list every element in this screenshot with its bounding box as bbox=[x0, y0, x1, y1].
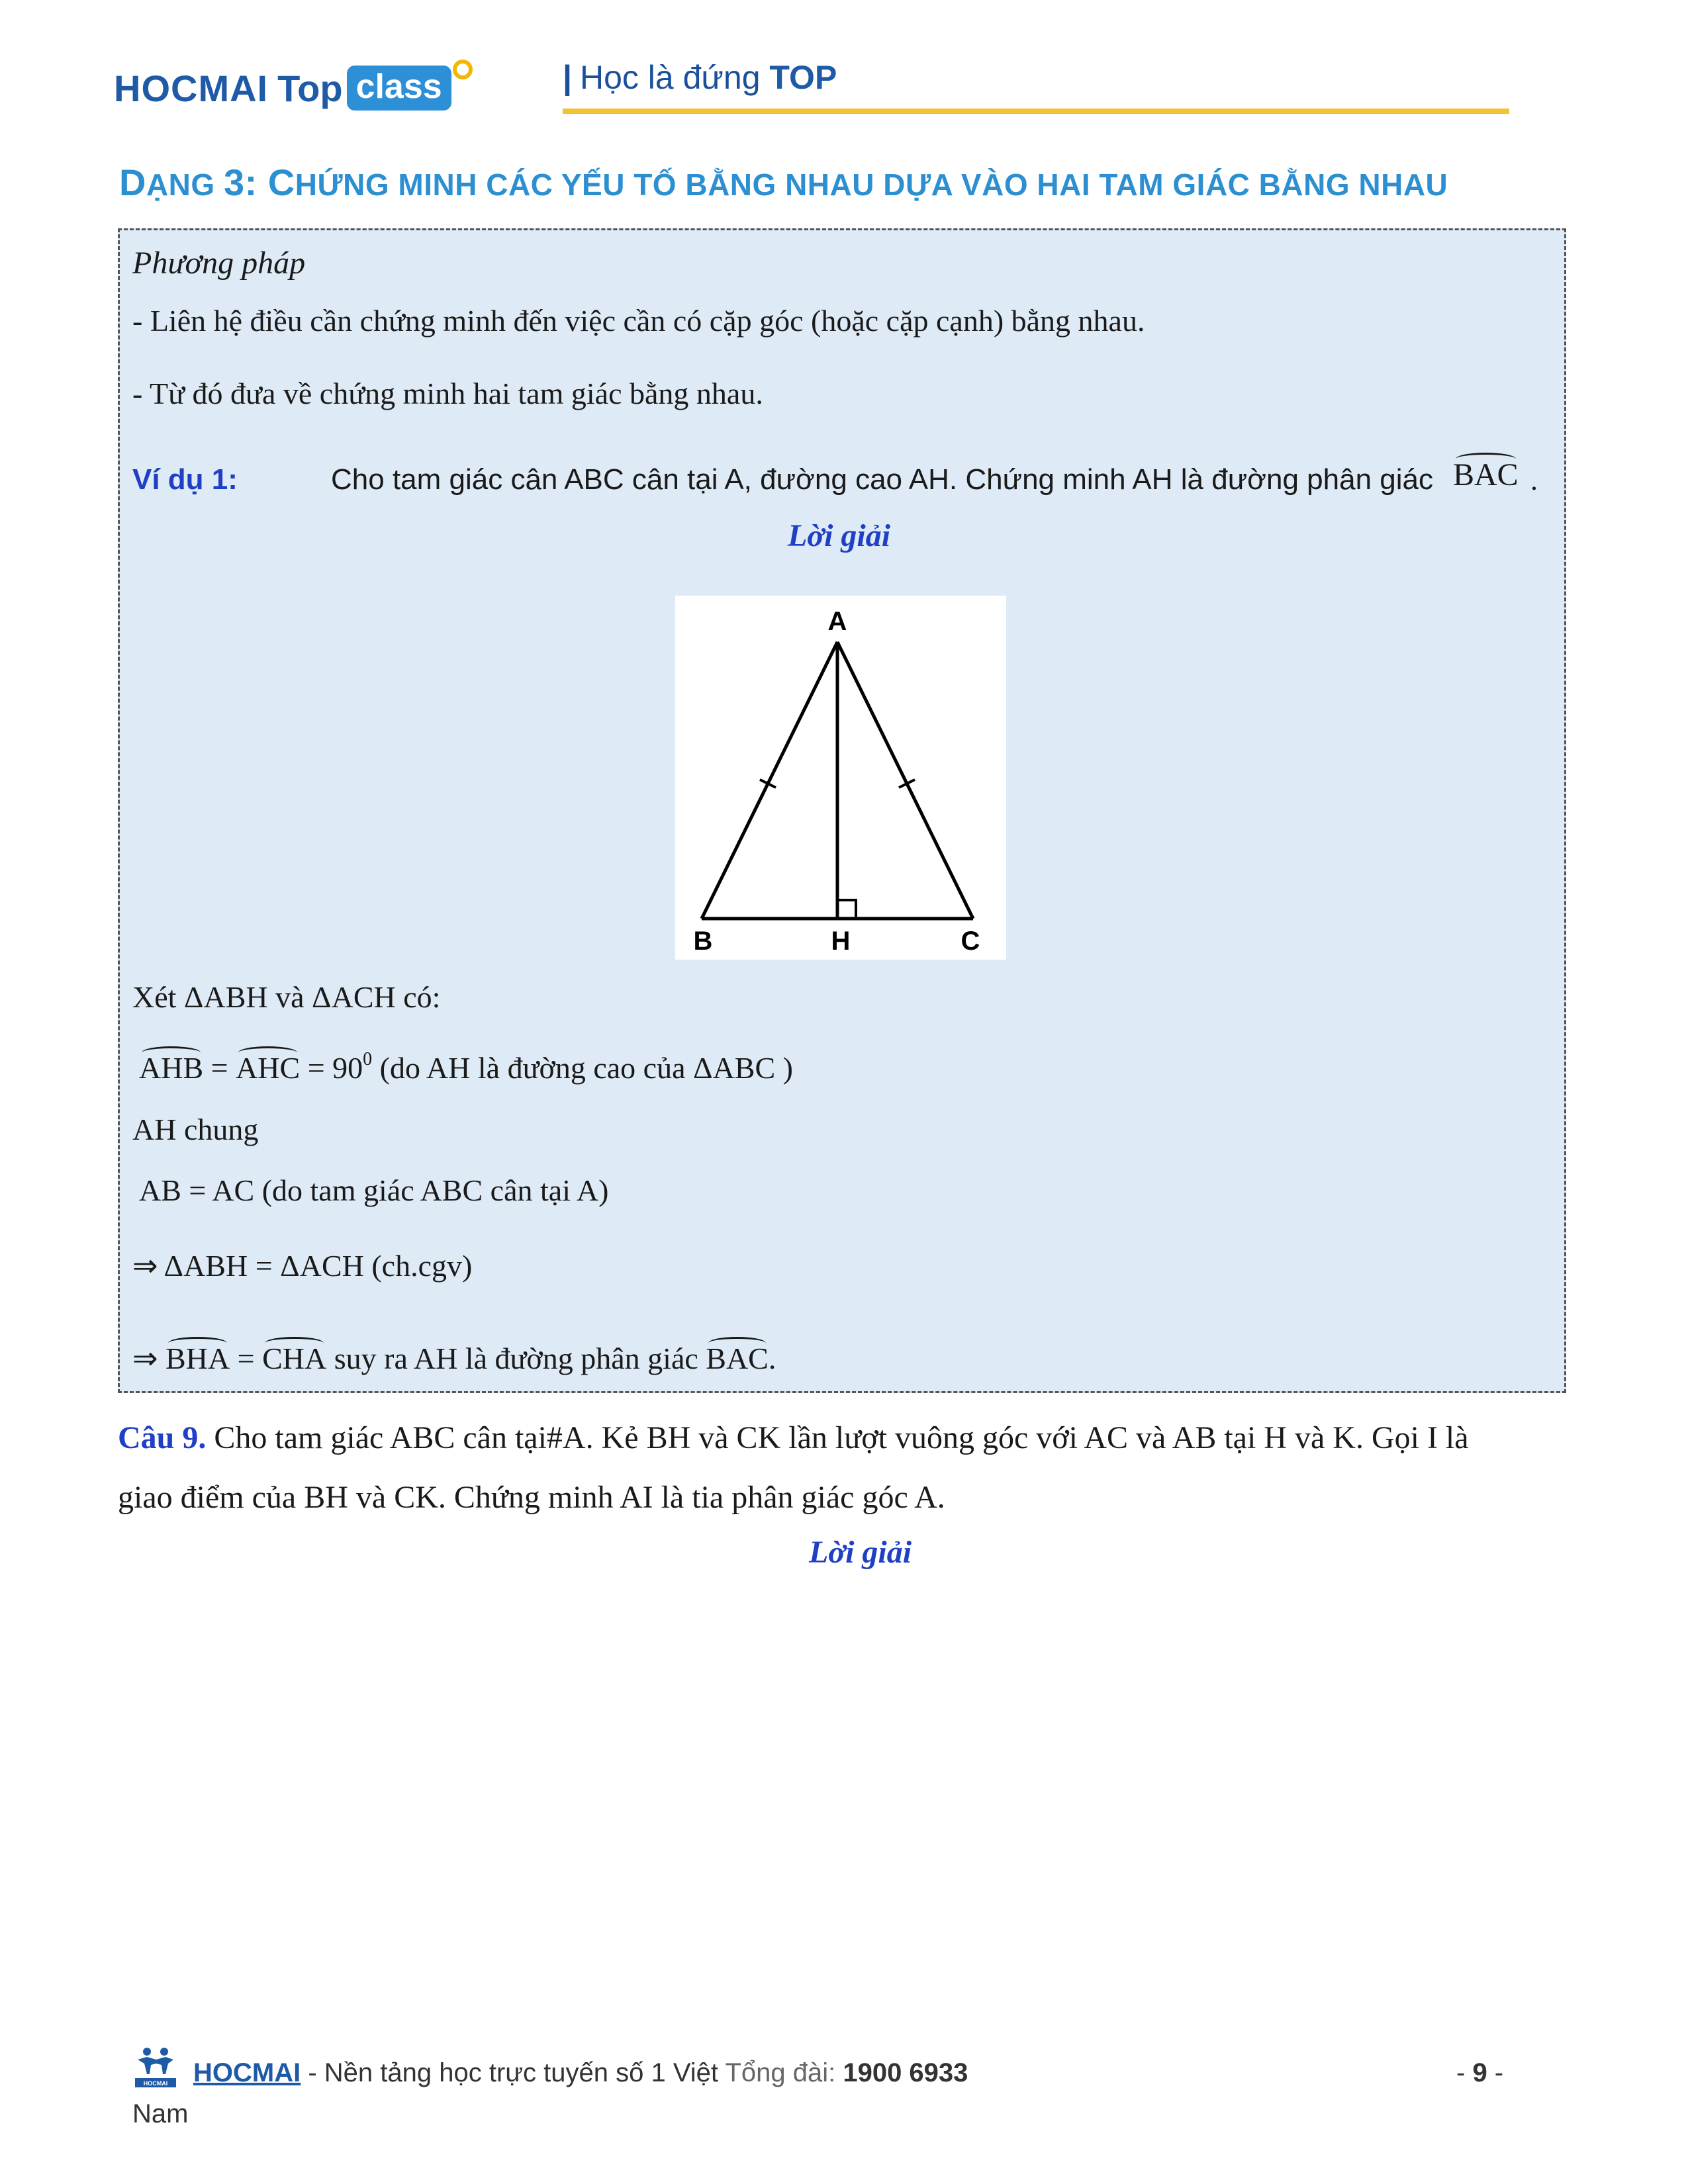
footer-hotline: 1900 6933 bbox=[843, 2058, 968, 2087]
method-line-1: - Liên hệ điều cần chứng minh đến việc cần có cặp góc (hoặc cặp cạnh) bằng nhau. bbox=[132, 304, 1145, 338]
title-part1: ẠNG bbox=[146, 167, 224, 202]
eq5-note: suy ra AH là đường phân giác bbox=[326, 1342, 706, 1375]
angle-ahc: AHC bbox=[236, 1051, 301, 1085]
angle-bac: BAC bbox=[1453, 457, 1519, 492]
title-part2: HỨNG MINH CÁC YẾU TỐ BẰNG NHAU DỰA VÀO HAI TAM GIÁC BẰNG NHAU bbox=[295, 167, 1448, 202]
eq1-value: = 90 bbox=[300, 1051, 363, 1085]
slogan-text: Học là đứng bbox=[580, 59, 761, 96]
slogan-bar: | bbox=[563, 59, 572, 96]
icon-caption: HOCMAI bbox=[143, 2080, 168, 2087]
eq1-note: (do AH là đường cao của ΔABC ) bbox=[372, 1051, 793, 1085]
label-a: A bbox=[827, 607, 847, 636]
footer-tagline: - Nền tảng học trực tuyến số 1 Việt bbox=[301, 2058, 726, 2087]
angle-cha: CHA bbox=[262, 1342, 327, 1375]
question-line-1 bbox=[118, 1420, 1469, 1456]
triangle-svg bbox=[675, 596, 1006, 960]
logo-class-badge: class bbox=[347, 66, 451, 111]
slogan bbox=[563, 58, 837, 97]
solution-eq5 bbox=[132, 1340, 776, 1376]
label-c: C bbox=[961, 927, 980, 956]
solution-chung: AH chung bbox=[132, 1113, 259, 1146]
solution-eq1 bbox=[139, 1049, 793, 1085]
page-prefix: - bbox=[1456, 2058, 1473, 2087]
question-label: Câu 9. bbox=[118, 1420, 207, 1455]
solution-label-2: Lời giải bbox=[809, 1535, 912, 1570]
triangle-figure bbox=[675, 596, 1006, 960]
footer-text bbox=[193, 2058, 968, 2088]
header-divider bbox=[563, 109, 1509, 114]
page-suffix: - bbox=[1487, 2058, 1504, 2087]
logo-sun-icon bbox=[453, 60, 473, 79]
page-number bbox=[1456, 2058, 1503, 2088]
method-line-2: - Từ đó đưa về chứng minh hai tam giác bằng nhau. bbox=[132, 377, 763, 410]
hocmai-icon-svg bbox=[132, 2045, 179, 2091]
logo-top-text: Top bbox=[277, 67, 343, 109]
hocmai-topclass-logo bbox=[114, 58, 473, 118]
eq5-arrow: ⇒ bbox=[132, 1342, 166, 1375]
example-angle bbox=[1453, 457, 1519, 493]
solution-xet: Xét ΔABH và ΔACH có: bbox=[132, 980, 441, 1014]
solution-label-1: Lời giải bbox=[788, 518, 891, 553]
solution-eq4: ⇒ ΔABH = ΔACH (ch.cgv) bbox=[132, 1249, 473, 1283]
side-ab bbox=[702, 642, 837, 919]
footer-hotline-label: Tổng đài: bbox=[725, 2058, 843, 2087]
slogan-top: TOP bbox=[769, 59, 837, 96]
example-dot: . bbox=[1530, 464, 1538, 496]
angle-bac-2: BAC bbox=[706, 1342, 769, 1375]
question-line-2: giao điểm của BH và CK. Chứng minh AI là tia phân giác góc A. bbox=[118, 1480, 945, 1515]
eq1-equals: = bbox=[203, 1051, 236, 1085]
title-num: 3: bbox=[223, 161, 258, 203]
logo-hocmai-text: HOCMAI bbox=[114, 67, 269, 109]
eq5-dot: . bbox=[768, 1342, 776, 1375]
footer-nam: Nam bbox=[132, 2099, 189, 2128]
eq1-degree: 0 bbox=[363, 1049, 373, 1069]
label-h: H bbox=[831, 927, 851, 956]
question-text-1: Cho tam giác ABC cân tại#A. Kẻ BH và CK lần lượt vuông góc với AC và AB tại H và K. Gọi I là bbox=[206, 1420, 1469, 1455]
title-d: D bbox=[119, 161, 146, 203]
angle-ahb: AHB bbox=[139, 1051, 204, 1085]
title-c: C bbox=[257, 161, 295, 203]
footer-brand-link[interactable]: HOCMAI bbox=[193, 2058, 301, 2087]
angle-bha: BHA bbox=[165, 1342, 230, 1375]
page-num: 9 bbox=[1472, 2058, 1487, 2087]
label-b: B bbox=[693, 927, 713, 956]
solution-eq3: AB = AC (do tam giác ABC cân tại A) bbox=[139, 1173, 609, 1207]
example-label: Ví dụ 1: bbox=[132, 463, 238, 496]
section-title bbox=[119, 161, 1448, 204]
hocmai-people-icon bbox=[132, 2045, 179, 2091]
method-heading: Phương pháp bbox=[132, 246, 306, 281]
example-text: Cho tam giác cân ABC cân tại A, đường cao AH. Chứng minh AH là đường phân giác bbox=[331, 463, 1433, 496]
side-ac bbox=[837, 642, 973, 919]
eq5-equals: = bbox=[230, 1342, 263, 1375]
right-angle-mark bbox=[837, 900, 856, 919]
